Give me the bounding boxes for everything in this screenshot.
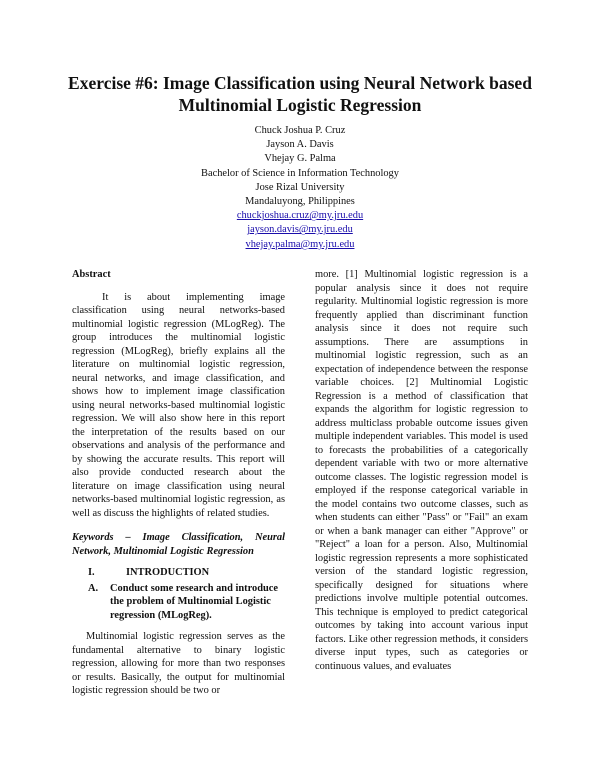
abstract-text: It is about implementing image classification using neural networks-based multinomial logistic regression (MLogReg). The group introduces the multinomial logistic regression (MLogReg), briefly explains all the literature on multinomial logistic regression, neural networks, and image classification, and shows how to implement image classification using neural networks-based multinomial logistic regression. We will also show here in this report the interpretation of the results based on our observations and analysis of the performance and by showing the accurate results. This report will also provide conducted research about the literature on image classification using neural networks-based multinomial logistic regression, as well as discuss the highlights of related studies.	[72, 291, 285, 519]
affiliation-university: Jose Rizal University	[255, 181, 345, 193]
author-name: Chuck Joshua P. Cruz	[254, 125, 346, 136]
section-heading	[72, 566, 285, 580]
subsection-letter: A.	[88, 582, 99, 594]
author-name: Vhejay G. Palma	[264, 153, 336, 165]
email-link[interactable]: jayson.davis@my.jru.edu	[247, 224, 353, 236]
author-name: Jayson A. Davis	[266, 139, 334, 151]
email-link[interactable]: chuckjoshua.cruz@my.jru.edu	[236, 210, 364, 222]
email-link[interactable]: vhejay.palma@my.jru.edu	[245, 238, 355, 250]
affiliation-location: Mandaluyong, Philippines	[245, 196, 355, 208]
section-title: INTRODUCTION	[126, 567, 210, 578]
body-paragraph: more. [1] Multinomial logistic regression is a popular analysis since it does not require regularity. Multinomial logistic regression is more frequently applied than discriminant function analysis since it does not require such assumptions. There are assumptions in multinomial logistic regression, such as an expectation of independence between the response variable choices. [2] Multinomial Logistic Regression is a method of classification that expands the algorithm for logistic regression to address multiclass probable outcome issues given multiple independent variables. This model is used to forecasts the probabilities of a categorically dependent variable with two or more alternative outcome classes. The logistic regression model is employed if the response categorical variable in the model contains two outcome classes, such as when students can either "Pass" or "Fail" an exam or when a bank manager can either "Approve" or "Reject" a loan for a person. Also, Multinomial logistic regression represents a more sophisticated version of the standard logistic regression, specifically designed for situations where predictions involve multiple potential outcomes. This technique is employed to predict categorical outcomes by taking into account various input factors. Like other regression methods, it considers diverse input types, such as categories or continuous values, and evaluates	[315, 269, 528, 672]
abstract-heading: Abstract	[72, 269, 111, 280]
paper-title: Exercise #6: Image Classification using Neural Network based Multinomial Logistic Regression	[68, 73, 532, 115]
subsection-heading	[72, 582, 285, 623]
keywords: Keywords – Image Classification, Neural Network, Multinomial Logistic Regression	[72, 532, 285, 557]
affiliation-program: Bachelor of Science in Information Technology	[201, 167, 399, 179]
right-column	[315, 268, 528, 673]
subsection-title: Conduct some research and introduce the problem of Multinomial Logistic regression (MLogReg).	[110, 582, 278, 621]
left-column	[72, 268, 285, 698]
section-number: I.	[88, 567, 95, 578]
author-block	[100, 124, 500, 252]
intro-paragraph: Multinomial logistic regression serves as the fundamental alternative to binary logistic regression, allowing for more than two responses or results. Basically, the output for multinomial logistic regression should be two or	[72, 631, 285, 696]
